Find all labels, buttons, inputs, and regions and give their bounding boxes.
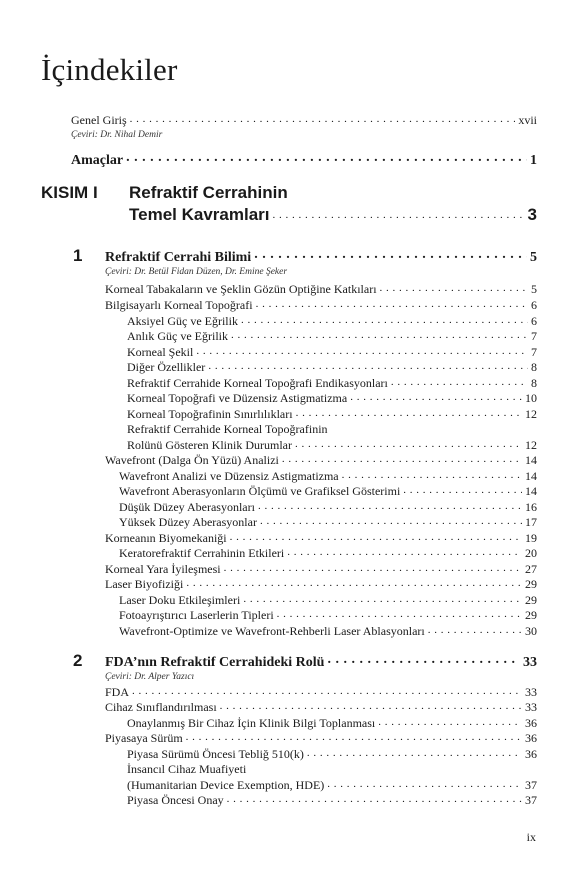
- toc-entry-page: 30: [525, 624, 537, 638]
- leader-dots: [208, 360, 528, 371]
- part-title-line2: Temel Kavramları: [129, 205, 270, 224]
- chapter-number: 2: [73, 651, 83, 670]
- toc-entry[interactable]: [127, 376, 537, 391]
- leader-dots: [403, 484, 522, 495]
- toc-entry-label: Bilgisayarlı Korneal Topoğrafi: [105, 298, 253, 312]
- translator-credit: Çeviri: Dr. Nihal Demir: [71, 130, 163, 140]
- chapter-title: FDA’nın Refraktif Cerrahideki Rolü: [105, 655, 325, 670]
- toc-entry-label: Korneal Yara İyileşmesi: [105, 562, 221, 576]
- toc-entry-page: 36: [525, 731, 537, 745]
- toc-entry-page: 12: [525, 438, 537, 452]
- leader-dots: [350, 391, 522, 402]
- toc-entry[interactable]: [127, 407, 537, 422]
- toc-entry-label: Korneanın Biyomekaniği: [105, 531, 227, 545]
- leader-dots: [327, 778, 522, 789]
- toc-entry-page: 19: [525, 531, 537, 545]
- chapter-title-entry[interactable]: [105, 247, 537, 266]
- toc-entry[interactable]: [127, 716, 537, 731]
- toc-entry-label: FDA: [105, 685, 130, 699]
- leader-dots: [378, 716, 522, 727]
- leader-dots: [282, 453, 522, 464]
- leader-dots: [227, 793, 522, 804]
- toc-entry[interactable]: [105, 685, 537, 700]
- toc-entry-page: 14: [525, 453, 537, 467]
- toc-entry-label: Diğer Özellikler: [127, 360, 206, 374]
- toc-entry-page: 14: [525, 469, 537, 483]
- toc-entry-label: Korneal Şekil: [127, 345, 194, 359]
- leader-dots: [132, 685, 522, 696]
- toc-entry-page: 7: [531, 329, 537, 343]
- toc-entry-page: 20: [525, 546, 537, 560]
- part-label: KISIM I: [41, 183, 98, 202]
- toc-entry[interactable]: [105, 562, 537, 577]
- toc-entry-page: 29: [525, 577, 537, 591]
- toc-entry[interactable]: [119, 500, 537, 515]
- toc-entry-label: Wavefront Aberasyonların Ölçümü ve Grafiksel Gösterimi: [119, 484, 401, 498]
- chapter-number: 1: [73, 246, 83, 265]
- toc-entry-label: Yüksek Düzey Aberasyonlar: [119, 515, 257, 529]
- toc-entry-label: Laser Doku Etkileşimleri: [119, 593, 241, 607]
- toc-entry-page: 6: [531, 298, 537, 312]
- toc-entry-label: Laser Biyofiziği: [105, 577, 184, 591]
- page-number: ix: [526, 830, 536, 844]
- leader-dots: [342, 469, 522, 480]
- toc-entry[interactable]: [119, 469, 537, 484]
- toc-entry-page: 37: [525, 778, 537, 792]
- toc-entry-page: 16: [525, 500, 537, 514]
- toc-entry[interactable]: [119, 593, 537, 608]
- toc-entry-page: 14: [525, 484, 537, 498]
- toc-entry[interactable]: [127, 345, 537, 360]
- leader-dots: [130, 113, 516, 124]
- toc-entry[interactable]: [119, 515, 537, 530]
- toc-entry[interactable]: [119, 484, 537, 499]
- leader-dots: [277, 608, 522, 619]
- toc-entry-page: 29: [525, 593, 537, 607]
- leader-dots: [220, 700, 522, 711]
- part-page: 3: [527, 205, 537, 224]
- toc-entry-label: Rolünü Gösteren Klinik Durumlar: [127, 438, 292, 452]
- toc-entry[interactable]: [105, 700, 537, 715]
- toc-entry-page: xvii: [518, 113, 537, 127]
- toc-entry-page: 33: [525, 685, 537, 699]
- toc-entry-label: Refraktif Cerrahide Korneal Topoğrafi Endikasyonları: [127, 376, 388, 390]
- toc-entry-label: Piyasa Sürümü Öncesi Tebliğ 510(k): [127, 747, 304, 761]
- toc-entry[interactable]: [105, 577, 537, 592]
- toc-entry-label: Cihaz Sınıflandırılması: [105, 700, 217, 714]
- toc-entry-page: 33: [525, 700, 537, 714]
- toc-entry-label: Piyasa Öncesi Onay: [127, 793, 224, 807]
- leader-dots: [254, 247, 527, 261]
- toc-entry-label: Korneal Topoğrafinin Sınırlılıkları: [127, 407, 293, 421]
- toc-entry-page: 10: [525, 391, 537, 405]
- toc-entry-page: 36: [525, 747, 537, 761]
- toc-entry[interactable]: [105, 531, 537, 546]
- part-title-line1: Refraktif Cerrahinin: [129, 183, 288, 202]
- translator-credit: Çeviri: Dr. Alper Yazıcı: [105, 672, 195, 682]
- toc-entry[interactable]: [127, 747, 537, 762]
- chapter-title: Refraktif Cerrahi Bilimi: [105, 250, 252, 265]
- toc-entry-page: 8: [531, 360, 537, 374]
- chapter-title-entry[interactable]: [105, 652, 537, 671]
- toc-entry[interactable]: [119, 624, 537, 639]
- toc-entry-label: Wavefront (Dalga Ön Yüzü) Analizi: [105, 453, 279, 467]
- toc-entry[interactable]: [127, 329, 537, 344]
- leader-dots: [380, 282, 528, 293]
- toc-entry-amaclar[interactable]: [71, 150, 537, 169]
- toc-entry-label: Amaçlar: [71, 153, 124, 168]
- toc-entry-label: Piyasaya Sürüm: [105, 731, 183, 745]
- toc-entry-label: Anlık Güç ve Eğrilik: [127, 329, 228, 343]
- leader-dots: [272, 209, 524, 220]
- leader-dots: [256, 298, 528, 309]
- toc-entry-genel-giris[interactable]: [71, 113, 537, 128]
- toc-entry[interactable]: [119, 608, 537, 623]
- toc-entry-label-line: İnsancıl Cihaz Muafiyeti: [127, 762, 247, 776]
- toc-entry-label: Düşük Düzey Aberasyonları: [119, 500, 255, 514]
- chapter-page: 33: [523, 655, 537, 670]
- leader-dots: [224, 562, 522, 573]
- leader-dots: [327, 652, 520, 666]
- leader-dots: [258, 500, 522, 511]
- chapter-page: 5: [530, 250, 537, 265]
- toc-entry[interactable]: [105, 731, 537, 746]
- toc-entry[interactable]: [127, 314, 537, 329]
- toc-entry-page: 17: [525, 515, 537, 529]
- toc-entry[interactable]: [127, 438, 537, 453]
- leader-dots: [231, 329, 528, 340]
- toc-entry-label: (Humanitarian Device Exemption, HDE): [127, 778, 325, 792]
- toc-entry-page: 29: [525, 608, 537, 622]
- toc-entry-page: 5: [531, 282, 537, 296]
- leader-dots: [186, 731, 522, 742]
- toc-entry-page: 37: [525, 793, 537, 807]
- toc-entry-label: Aksiyel Güç ve Eğrilik: [127, 314, 238, 328]
- translator-credit: Çeviri: Dr. Betül Fidan Düzen, Dr. Emine Şeker: [105, 267, 288, 277]
- leader-dots: [307, 747, 522, 758]
- toc-entry[interactable]: [119, 546, 537, 561]
- toc-entry[interactable]: [105, 282, 537, 297]
- toc-entry[interactable]: [127, 778, 537, 793]
- toc-entry-page: 36: [525, 716, 537, 730]
- leader-dots: [391, 376, 528, 387]
- leader-dots: [296, 407, 522, 418]
- toc-entry-page: 12: [525, 407, 537, 421]
- toc-entry-label: Keratorefraktif Cerrahinin Etkileri: [119, 546, 285, 560]
- toc-entry-page: 1: [530, 153, 537, 168]
- toc-entry[interactable]: [105, 453, 537, 468]
- toc-entry-label-line: Refraktif Cerrahide Korneal Topoğrafinin: [127, 422, 328, 436]
- toc-entry-label: Korneal Topoğrafi ve Düzensiz Astigmatizma: [127, 391, 348, 405]
- toc-entry-label: Wavefront Analizi ve Düzensiz Astigmatizma: [119, 469, 339, 483]
- leader-dots: [428, 624, 522, 635]
- leader-dots: [230, 531, 522, 542]
- toc-entry-label: Fotoayrıştırıcı Laserlerin Tipleri: [119, 608, 274, 622]
- leader-dots: [186, 577, 522, 588]
- toc-entry-label: Korneal Tabakaların ve Şeklin Gözün Optiğine Katkıları: [105, 282, 377, 296]
- leader-dots: [241, 314, 528, 325]
- toc-entry-label: Genel Giriş: [71, 113, 127, 127]
- page-title: İçindekiler: [41, 52, 178, 87]
- toc-entry-label: Onaylanmış Bir Cihaz İçin Klinik Bilgi Toplanması: [127, 716, 376, 730]
- toc-entry[interactable]: [127, 793, 537, 808]
- toc-entry-page: 6: [531, 314, 537, 328]
- leader-dots: [196, 345, 528, 356]
- part-entry[interactable]: [129, 205, 537, 225]
- toc-entry[interactable]: [105, 298, 537, 313]
- leader-dots: [260, 515, 522, 526]
- toc-entry-page: 7: [531, 345, 537, 359]
- toc-entry-page: 27: [525, 562, 537, 576]
- leader-dots: [287, 546, 522, 557]
- leader-dots: [126, 150, 527, 164]
- leader-dots: [295, 438, 522, 449]
- toc-entry[interactable]: [127, 391, 537, 406]
- toc-entry-label: Wavefront-Optimize ve Wavefront-Rehberli Laser Ablasyonları: [119, 624, 425, 638]
- leader-dots: [243, 593, 522, 604]
- toc-entry-page: 8: [531, 376, 537, 390]
- toc-entry[interactable]: [127, 360, 537, 375]
